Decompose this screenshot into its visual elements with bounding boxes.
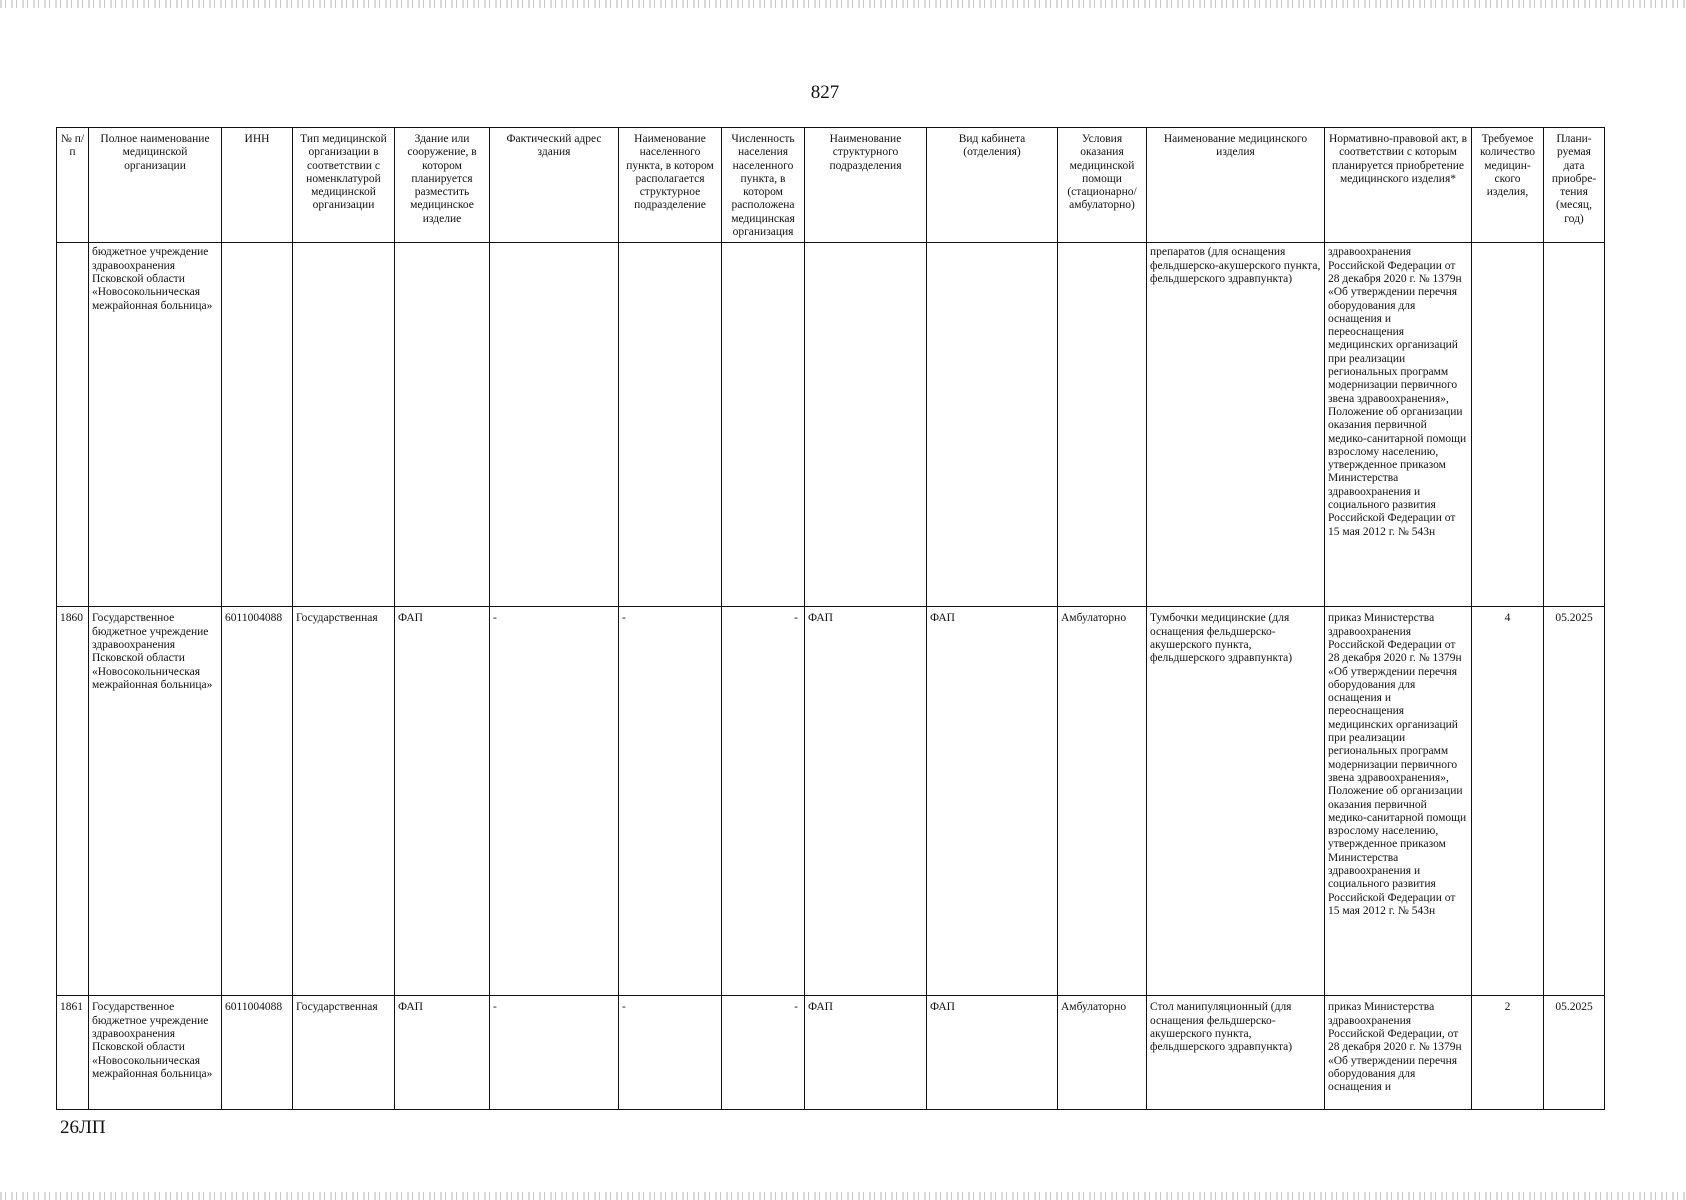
cell-unit: ФАП <box>805 996 927 1110</box>
cell-building: ФАП <box>395 996 490 1110</box>
header-settlement: Наименование населенного пункта, в котором располагается структурное подразделение <box>619 128 722 243</box>
table-row <box>57 607 1605 996</box>
header-unit: Наименование структурного подразделения <box>805 128 927 243</box>
scan-bottom-edge <box>0 1192 1686 1200</box>
cell-building: ФАП <box>395 607 490 996</box>
cell-qty: 2 <box>1472 996 1544 1110</box>
cell-org: Государственное бюджетное учреждение здравоохранения Псковской области «Новосокольническая межрайонная больница» <box>89 607 222 996</box>
table-row <box>57 243 1605 607</box>
cell-num: 1860 <box>57 607 89 996</box>
cell-num: 1861 <box>57 996 89 1110</box>
cell-type: Государственная <box>293 607 395 996</box>
cell-date <box>1544 243 1605 607</box>
header-population: Численность населения населенного пункта, в котором расположена медицинская организация <box>722 128 805 243</box>
cell-qty <box>1472 243 1544 607</box>
header-conditions: Условия оказания медицинской помощи (стационарно/ амбулаторно) <box>1058 128 1147 243</box>
footer-code: 26ЛП <box>60 1117 106 1138</box>
cell-qty: 4 <box>1472 607 1544 996</box>
cell-address <box>490 243 619 607</box>
cell-population <box>722 243 805 607</box>
cell-population: - <box>722 607 805 996</box>
equipment-table <box>56 127 1605 1110</box>
page-number: 827 <box>810 82 840 103</box>
header-type: Тип медицинской организации в соответствии с номенклатурой медицинской организации <box>293 128 395 243</box>
cell-unit <box>805 243 927 607</box>
cell-population: - <box>722 996 805 1110</box>
cell-conditions: Амбулаторно <box>1058 996 1147 1110</box>
cell-inn <box>222 243 293 607</box>
cell-address: - <box>490 996 619 1110</box>
cell-num <box>57 243 89 607</box>
header-num: № п/п <box>57 128 89 243</box>
cell-act: здравоохранения Российской Федерации от 28 декабря 2020 г. № 1379н «Об утверждении перечня оборудования для оснащения и переоснащения медицинских организаций при реализации региональных программ модернизации первичного звена здравоохранения», Положение об организации оказания первичной медико-санитарной помощи взрослому населению, утвержденное приказом Министерства здравоохранения и социального развития Российской Федерации от 15 мая 2012 г. № 543н <box>1325 243 1472 607</box>
cell-settlement <box>619 243 722 607</box>
scan-top-edge <box>0 0 1686 8</box>
header-inn: ИНН <box>222 128 293 243</box>
cell-date: 05.2025 <box>1544 996 1605 1110</box>
cell-settlement: - <box>619 607 722 996</box>
cell-act: приказ Министерства здравоохранения Российской Федерации от 28 декабря 2020 г. № 1379н «Об утверждении перечня оборудования для оснащения и переоснащения медицинских организаций при реализации региональных программ модернизации первичного звена здравоохранения», Положение об организации оказания первичной медико-санитарной помощи взрослому населению, утвержденное приказом Министерства здравоохранения и социального развития Российской Федерации от 15 мая 2012 г. № 543н <box>1325 607 1472 996</box>
cell-address: - <box>490 607 619 996</box>
cell-date: 05.2025 <box>1544 607 1605 996</box>
table-row <box>57 996 1605 1110</box>
header-org: Полное наименование медицинской организации <box>89 128 222 243</box>
header-cabinet: Вид кабинета (отделения) <box>927 128 1058 243</box>
header-date: Плани-руемая дата приобре-тения (месяц, год) <box>1544 128 1605 243</box>
cell-act: приказ Министерства здравоохранения Российской Федерации, от 28 декабря 2020 г. № 1379н «Об утверждении перечня оборудования для оснащения и <box>1325 996 1472 1110</box>
header-qty: Требуемое количество медицин-ского изделия, <box>1472 128 1544 243</box>
cell-device: Стол манипуляционный (для оснащения фельдшерско-акушерского пункта, фельдшерского здравпункта) <box>1147 996 1325 1110</box>
cell-inn: 6011004088 <box>222 996 293 1110</box>
cell-settlement: - <box>619 996 722 1110</box>
cell-type: Государственная <box>293 996 395 1110</box>
cell-cabinet: ФАП <box>927 607 1058 996</box>
cell-device: Тумбочки медицинские (для оснащения фельдшерско-акушерского пункта, фельдшерского здравпункта) <box>1147 607 1325 996</box>
header-act: Нормативно-правовой акт, в соответствии с которым планируется приобретение медицинского изделия* <box>1325 128 1472 243</box>
cell-unit: ФАП <box>805 607 927 996</box>
cell-building <box>395 243 490 607</box>
cell-inn: 6011004088 <box>222 607 293 996</box>
header-building: Здание или сооружение, в котором планируется разместить медицинское изделие <box>395 128 490 243</box>
cell-cabinet: ФАП <box>927 996 1058 1110</box>
cell-type <box>293 243 395 607</box>
cell-conditions: Амбулаторно <box>1058 607 1147 996</box>
table-header-row <box>57 128 1605 243</box>
cell-conditions <box>1058 243 1147 607</box>
cell-cabinet <box>927 243 1058 607</box>
cell-org: Государственное бюджетное учреждение здравоохранения Псковской области «Новосокольническая межрайонная больница» <box>89 996 222 1110</box>
header-address: Фактический адрес здания <box>490 128 619 243</box>
cell-org: бюджетное учреждение здравоохранения Псковской области «Новосокольническая межрайонная больница» <box>89 243 222 607</box>
header-device: Наименование медицинского изделия <box>1147 128 1325 243</box>
cell-device: препаратов (для оснащения фельдшерско-акушерского пункта, фельдшерского здравпункта) <box>1147 243 1325 607</box>
